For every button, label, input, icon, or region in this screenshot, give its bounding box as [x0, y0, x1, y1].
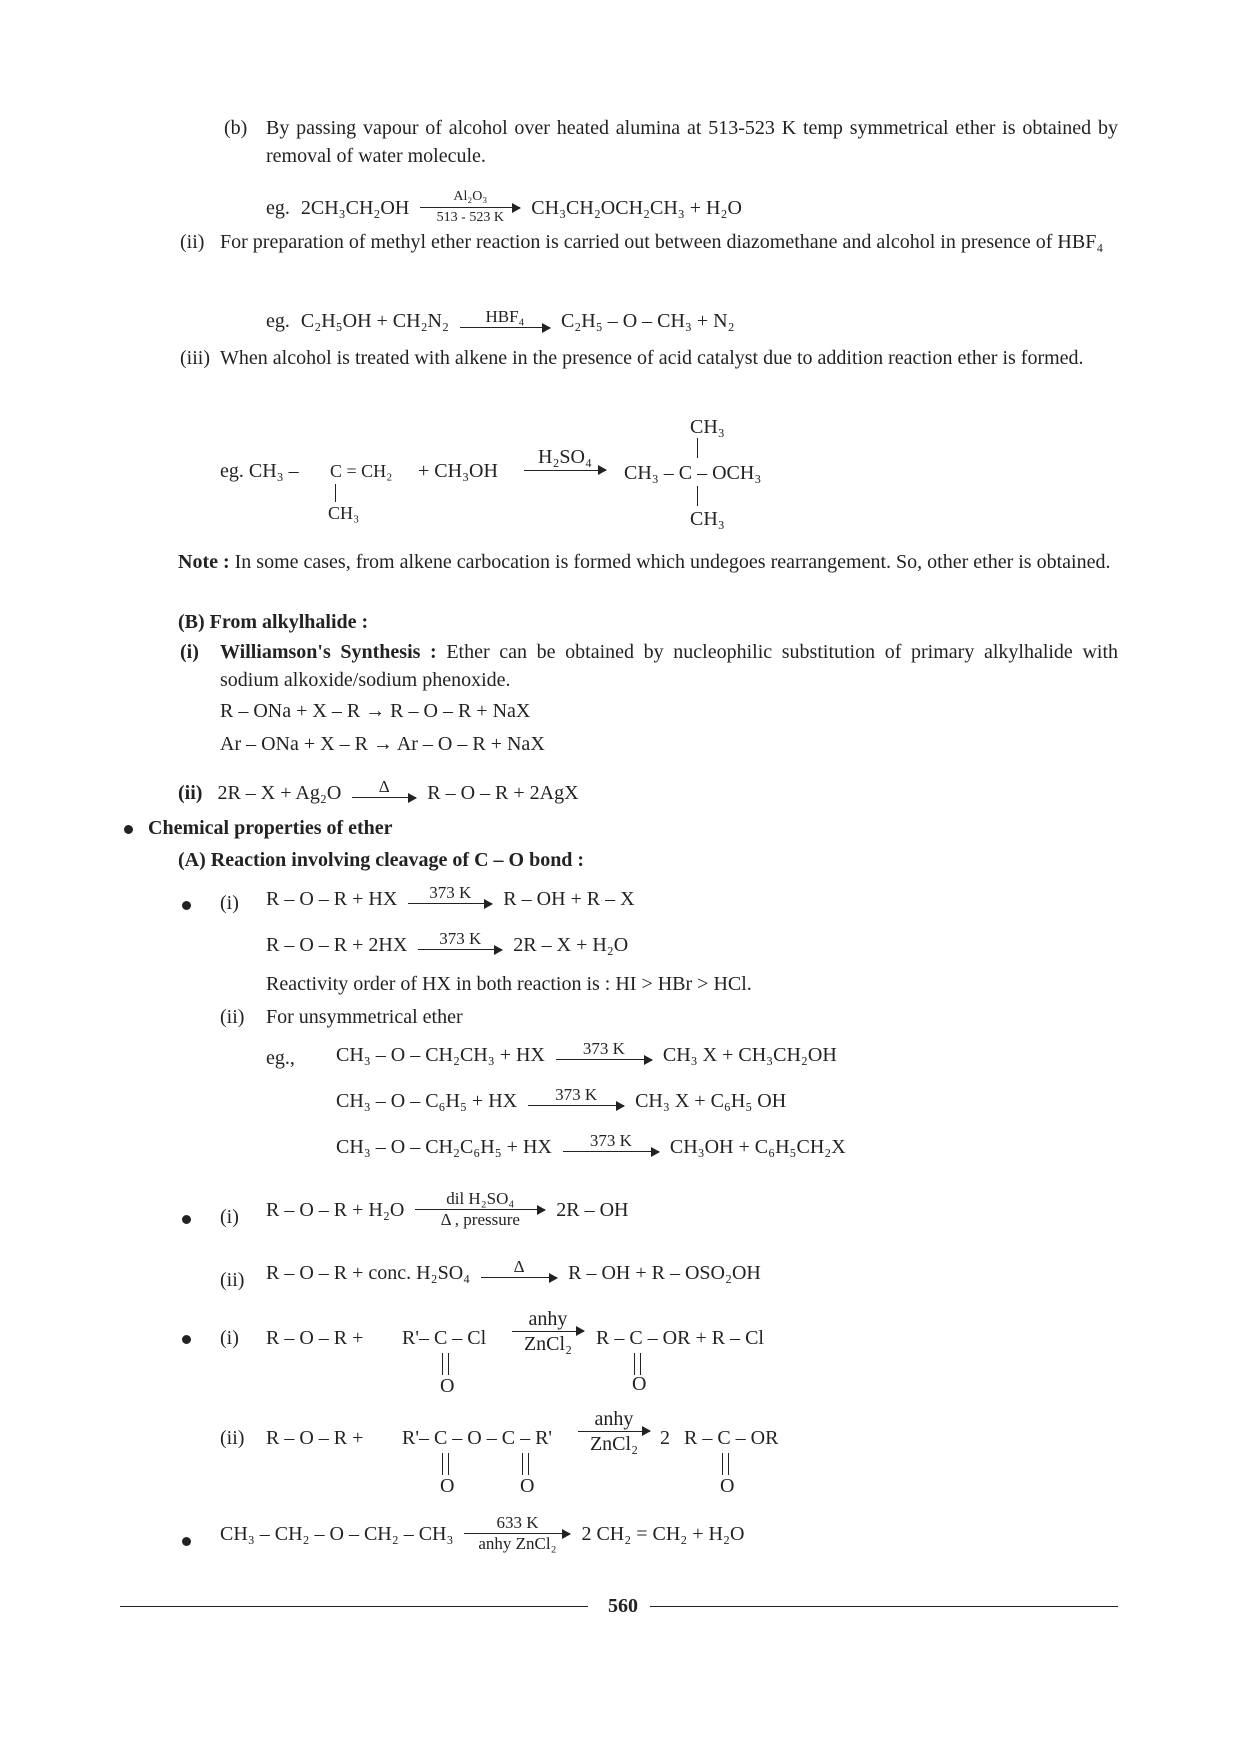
- chemical-properties-heading: Chemical properties of ether: [148, 817, 393, 839]
- reaction-arrow: [464, 1514, 570, 1553]
- arrow-condition-above: anhy: [594, 1408, 634, 1430]
- arrow-condition-below: Δ , pressure: [440, 1210, 520, 1229]
- alkene-main: C = CH₂: [330, 461, 393, 481]
- cleavage-subheading: (A) Reaction involving cleavage of C – O bond :: [178, 849, 585, 871]
- product-top-substituent: CH₃: [690, 416, 725, 438]
- product: R – O – R + 2AgX: [427, 782, 579, 805]
- reactant: CH₃ – CH₂ – O – CH₂ – CH₃: [220, 1522, 454, 1545]
- arrow-condition-below: ZnCl₂: [523, 1333, 573, 1355]
- product: R – OH + R – OSO₂OH: [568, 1262, 761, 1285]
- product: C₂H₅ – O – CH₃ + N₂: [560, 310, 735, 333]
- g2-i-label: (i): [220, 1206, 239, 1228]
- arrow-condition-above: HBF₄: [485, 307, 525, 326]
- g1-i-label: (i): [220, 892, 239, 914]
- williamson-paragraph: [220, 638, 1118, 694]
- arrow-condition-above: Δ: [513, 1257, 525, 1276]
- reactant: R – O – R + 2HX: [266, 934, 408, 957]
- bullet: [182, 1335, 191, 1344]
- arrow-condition-above: 373 K: [439, 929, 482, 948]
- footer-rule-right: [650, 1606, 1118, 1607]
- reaction-arrow: [481, 1258, 557, 1279]
- product-main-chain: CH₃ – C – OCH₃: [624, 462, 762, 484]
- ii-equation: [266, 308, 735, 333]
- arrow-condition-above: 373 K: [582, 1039, 625, 1058]
- product: 2 CH₂ = CH₂ + H₂O: [581, 1522, 745, 1545]
- reaction-arrow: [512, 1308, 584, 1355]
- reactant: R – O – R + H₂O: [266, 1198, 405, 1221]
- bond-line: [697, 438, 698, 458]
- arrow-condition-below: ZnCl₂: [589, 1433, 639, 1455]
- arrow-condition-above: H₂SO₄: [538, 446, 592, 468]
- ester-product: R – C – OR: [684, 1427, 779, 1449]
- reaction-arrow: [415, 1190, 545, 1229]
- eg-label: eg. CH₃ –: [220, 460, 299, 482]
- arrow-condition-above: anhy: [528, 1308, 568, 1330]
- reactivity-order: Reactivity order of HX in both reaction is : HI > HBr > HCl.: [266, 973, 752, 995]
- product: R – OH + R – X: [503, 888, 635, 911]
- carbonyl-oxygen: O: [720, 1475, 735, 1497]
- g3-i-reactant: R – O – R +: [266, 1327, 364, 1349]
- hx-cleavage-equation-1: [266, 884, 635, 911]
- carbonyl-oxygen: O: [440, 1475, 455, 1497]
- carbonyl-oxygen: O: [520, 1475, 535, 1497]
- b-text: By passing vapour of alcohol over heated alumina at 513-523 K temp symmetrical ether is obtained by removal of water molecule.: [266, 117, 1118, 167]
- reaction-arrow: [524, 446, 606, 471]
- arrow-condition-below: anhy ZnCl₂: [478, 1534, 557, 1553]
- reaction-arrow: [460, 308, 550, 329]
- coefficient: 2: [660, 1427, 670, 1449]
- arrow-condition-above: Al₂O₃: [453, 189, 488, 204]
- arrow-condition-above: 373 K: [429, 883, 472, 902]
- reaction-arrow: [528, 1086, 624, 1107]
- arrow-condition-above: Δ: [378, 777, 390, 796]
- williamson-label: (i): [180, 641, 199, 663]
- product: 2R – X + H₂O: [513, 934, 629, 957]
- product: CH₃CH₂OCH₂CH₃ + H₂O: [531, 196, 742, 219]
- b-label: (b): [224, 117, 248, 139]
- iii-label: (iii): [180, 347, 210, 369]
- reactant: C₂H₅OH + CH₂N₂: [300, 310, 449, 333]
- footer-rule-left: [120, 1606, 588, 1607]
- arrow-condition-above: 633 K: [496, 1513, 539, 1532]
- reactant: R – O – R + HX: [266, 888, 398, 911]
- reactant: CH₃ – O – CH₂C₆H₅ + HX: [336, 1136, 552, 1159]
- bullet: [182, 901, 191, 910]
- arrow-condition-below: 513 - 523 K: [436, 210, 504, 225]
- reaction-arrow: [420, 188, 520, 227]
- unsymmetrical-equation-2: [336, 1086, 786, 1113]
- ii-label: (ii): [178, 782, 203, 805]
- bullet: [182, 1537, 191, 1546]
- product: CH₃ X + C₆H₅ OH: [635, 1090, 787, 1113]
- sulphuric-acid-equation: [266, 1258, 761, 1285]
- carbonyl-oxygen: O: [440, 1375, 455, 1397]
- anhydride: R'– C – O – C – R': [402, 1427, 553, 1449]
- reaction-arrow: [556, 1040, 652, 1061]
- note: [120, 548, 1118, 576]
- williamson-title: Williamson's Synthesis :: [220, 641, 437, 663]
- silver-oxide-equation: [178, 778, 579, 805]
- arrow-condition-above: dil H₂SO₄: [446, 1189, 515, 1208]
- iii-text: When alcohol is treated with alkene in the presence of acid catalyst due to addition reaction ether is formed.: [220, 347, 1084, 369]
- reactant: R – O – R + conc. H₂SO₄: [266, 1262, 471, 1285]
- reactant: CH₃ – O – C₆H₅ + HX: [336, 1090, 518, 1113]
- acyl-chloride: R'– C – Cl: [402, 1327, 487, 1349]
- section-heading: (B) From alkylhalide :: [178, 611, 369, 633]
- hydrolysis-equation: [266, 1190, 629, 1229]
- arrow-condition-above: 373 K: [589, 1131, 632, 1150]
- carbonyl-oxygen: O: [632, 1373, 647, 1395]
- unsymmetrical-equation-1: [336, 1040, 837, 1067]
- product: CH₃OH + C₆H₅CH₂X: [669, 1136, 846, 1159]
- note-text: In some cases, from alkene carbocation is formed which undegoes rearrangement. So, other ether is obtained.: [234, 551, 1111, 573]
- g2-ii-label: (ii): [220, 1269, 245, 1291]
- williamson-equation-2: Ar – ONa + X – R → Ar – O – R + NaX: [220, 733, 545, 755]
- reactant: 2CH₃CH₂OH: [300, 196, 410, 219]
- g1-ii-label: (ii): [220, 1006, 245, 1028]
- eg-label: eg.: [266, 310, 290, 333]
- bullet: [124, 825, 133, 834]
- williamson-equation-1: R – ONa + X – R → R – O – R + NaX: [220, 700, 531, 722]
- unsymmetrical-equation-3: [336, 1132, 846, 1159]
- reactant: 2R – X + Ag₂O: [217, 782, 342, 805]
- unsymmetrical-text: For unsymmetrical ether: [266, 1006, 463, 1028]
- reagent: + CH₃OH: [418, 460, 498, 482]
- eg-label: eg.,: [266, 1047, 295, 1069]
- ii-text: For preparation of methyl ether reaction is carried out between diazomethane and alcohol in presence of HBF₄: [220, 231, 1104, 253]
- g3-ii-reactant: R – O – R +: [266, 1427, 364, 1449]
- note-label: Note :: [178, 551, 230, 573]
- product: 2R – OH: [556, 1198, 629, 1221]
- reactant: CH₃ – O – CH₂CH₃ + HX: [336, 1044, 545, 1067]
- reaction-arrow: [418, 930, 502, 951]
- ii-label: (ii): [180, 231, 205, 253]
- bond-line: [697, 486, 698, 506]
- reaction-arrow: [352, 778, 416, 799]
- g3-ii-label: (ii): [220, 1427, 245, 1449]
- reaction-arrow: [408, 884, 492, 905]
- bullet: [182, 1215, 191, 1224]
- b-equation: [266, 188, 742, 227]
- reaction-arrow: [563, 1132, 659, 1153]
- hx-cleavage-equation-2: [266, 930, 628, 957]
- elimination-equation: [220, 1514, 744, 1553]
- williamson-text: Ether can be obtained by nucleophilic substitution of primary alkylhalide with sodium alkoxide/sodium phenoxide.: [220, 641, 1118, 691]
- product-bottom-substituent: CH₃: [690, 508, 725, 530]
- eg-label: eg.: [266, 196, 290, 219]
- page-number: 560: [608, 1595, 638, 1617]
- g3-i-label: (i): [220, 1327, 239, 1349]
- reaction-arrow: [578, 1408, 650, 1455]
- bond-line: [335, 484, 336, 502]
- alkene-substituent: CH₃: [328, 503, 360, 523]
- product: CH₃ X + CH₃CH₂OH: [662, 1044, 837, 1067]
- ester-product: R – C – OR + R – Cl: [596, 1327, 764, 1349]
- arrow-condition-above: 373 K: [555, 1085, 598, 1104]
